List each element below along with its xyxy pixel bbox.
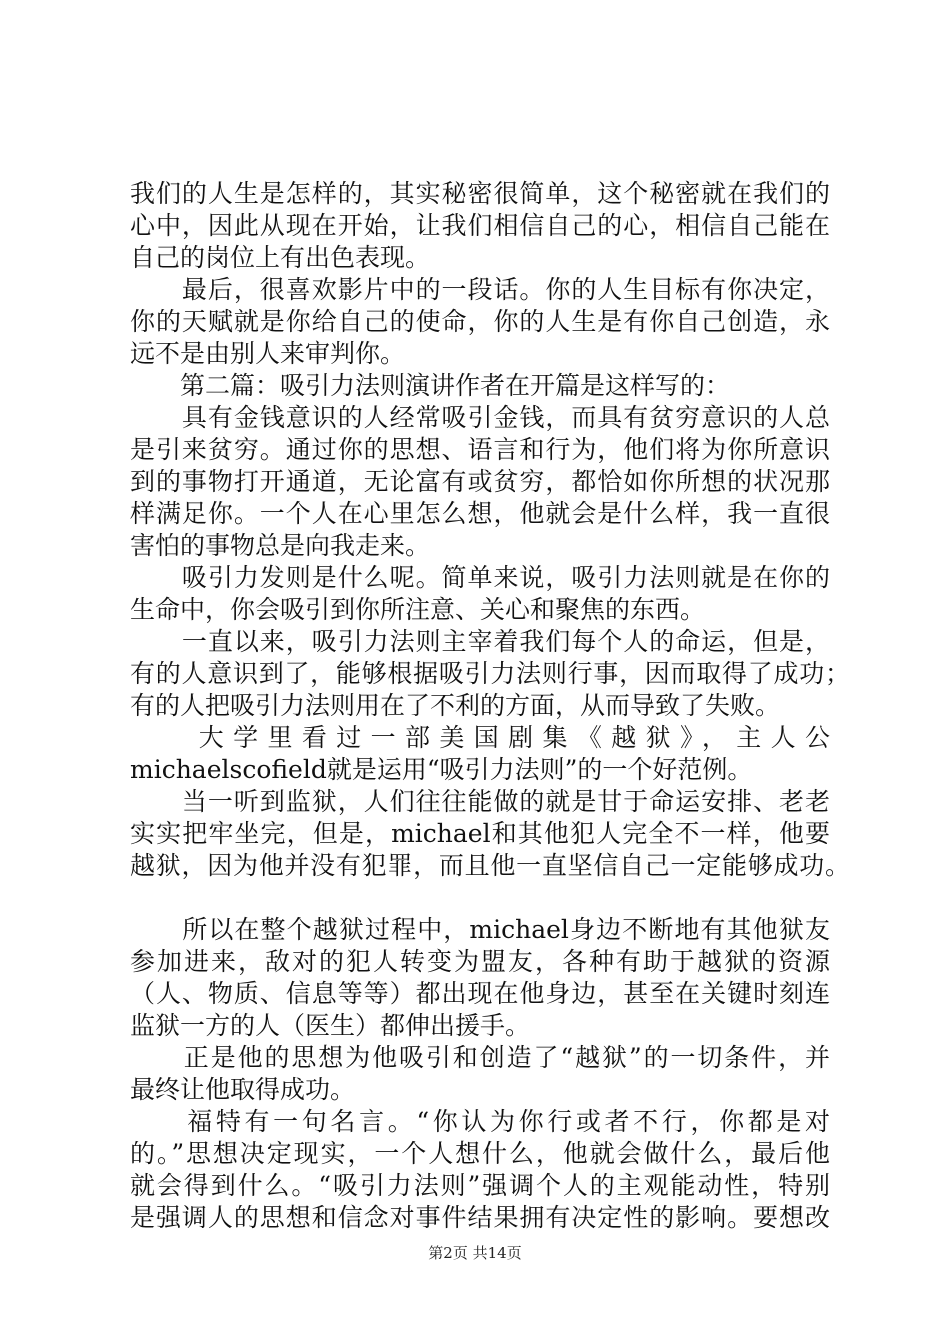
text-line: 害怕的事物总是向我走来。 [130,531,431,560]
text-line: 福特有一句名言。“你认为你行或者不行，你都是对 [130,1107,830,1136]
text-line: 参加进来，敌对的犯人转变为盟友，各种有助于越狱的资源 [130,947,830,976]
text-line: 心中，因此从现在开始，让我们相信自己的心，相信自己能在 [130,211,830,240]
text-line: 越狱，因为他并没有犯罪，而且他一直坚信自己一定能够成功。 [130,851,850,880]
text-line: 到的事物打开通道，无论富有或贫穷，都恰如你所想的状况那 [130,467,830,496]
text-line: 是强调人的思想和信念对事件结果拥有决定性的影响。要想改 [130,1203,830,1232]
text-line: 有的人把吸引力法则用在了不利的方面，从而导致了失败。 [130,691,781,720]
text-line: 就会得到什么。“吸引力法则”强调个人的主观能动性，特别 [130,1171,830,1200]
text-line: 实实把牢坐完，但是，michael和其他犯人完全不一样，他要 [130,819,830,848]
text-line: 自己的岗位上有出色表现。 [130,243,431,272]
text-line: 是引来贫穷。通过你的思想、语言和行为，他们将为你所意识 [130,435,830,464]
text-line: 具有金钱意识的人经常吸引金钱，而具有贫穷意识的人总 [130,403,830,432]
text-line: 你的天赋就是你给自己的使命，你的人生是有你自己创造，永 [130,307,830,336]
text-line: 样满足你。一个人在心里怎么想，他就会是什么样，我一直很 [130,499,830,528]
text-line: 我们的人生是怎样的，其实秘密很简单，这个秘密就在我们的 [130,179,830,208]
text-line: 大学里看过一部美国剧集《越狱》，主人公 [130,723,830,752]
text-line: 最后，很喜欢影片中的一段话。你的人生目标有你决定， [130,275,830,304]
text-line: 生命中，你会吸引到你所注意、关心和聚焦的东西。 [130,595,706,624]
text-line: 当一听到监狱，人们往往能做的就是甘于命运安排、老老 [130,787,830,816]
text-line: 最终让他取得成功。 [130,1075,356,1104]
section-heading: 第二篇：吸引力法则演讲作者在开篇是这样写的： [130,371,731,400]
text-line: 所以在整个越狱过程中，michael身边不断地有其他狱友 [130,915,830,944]
text-line: 远不是由别人来审判你。 [130,339,406,368]
text-line: 吸引力发则是什么呢。简单来说，吸引力法则就是在你的 [130,563,830,592]
text-line: 监狱一方的人（医生）都伸出援手。 [130,1011,531,1040]
text-line: michaelscofield就是运用“吸引力法则”的一个好范例。 [130,755,753,784]
text-line: （人、物质、信息等等）都出现在他身边，甚至在关键时刻连 [130,979,830,1008]
page-footer: 第2页 共14页 [428,1244,522,1262]
text-line: 正是他的思想为他吸引和创造了“越狱”的一切条件，并 [130,1043,830,1072]
text-line: 有的人意识到了，能够根据吸引力法则行事，因而取得了成功； [130,659,850,688]
text-line: 的。”思想决定现实，一个人想什么，他就会做什么，最后他 [130,1139,830,1168]
text-line: 一直以来，吸引力法则主宰着我们每个人的命运，但是， [130,627,830,656]
